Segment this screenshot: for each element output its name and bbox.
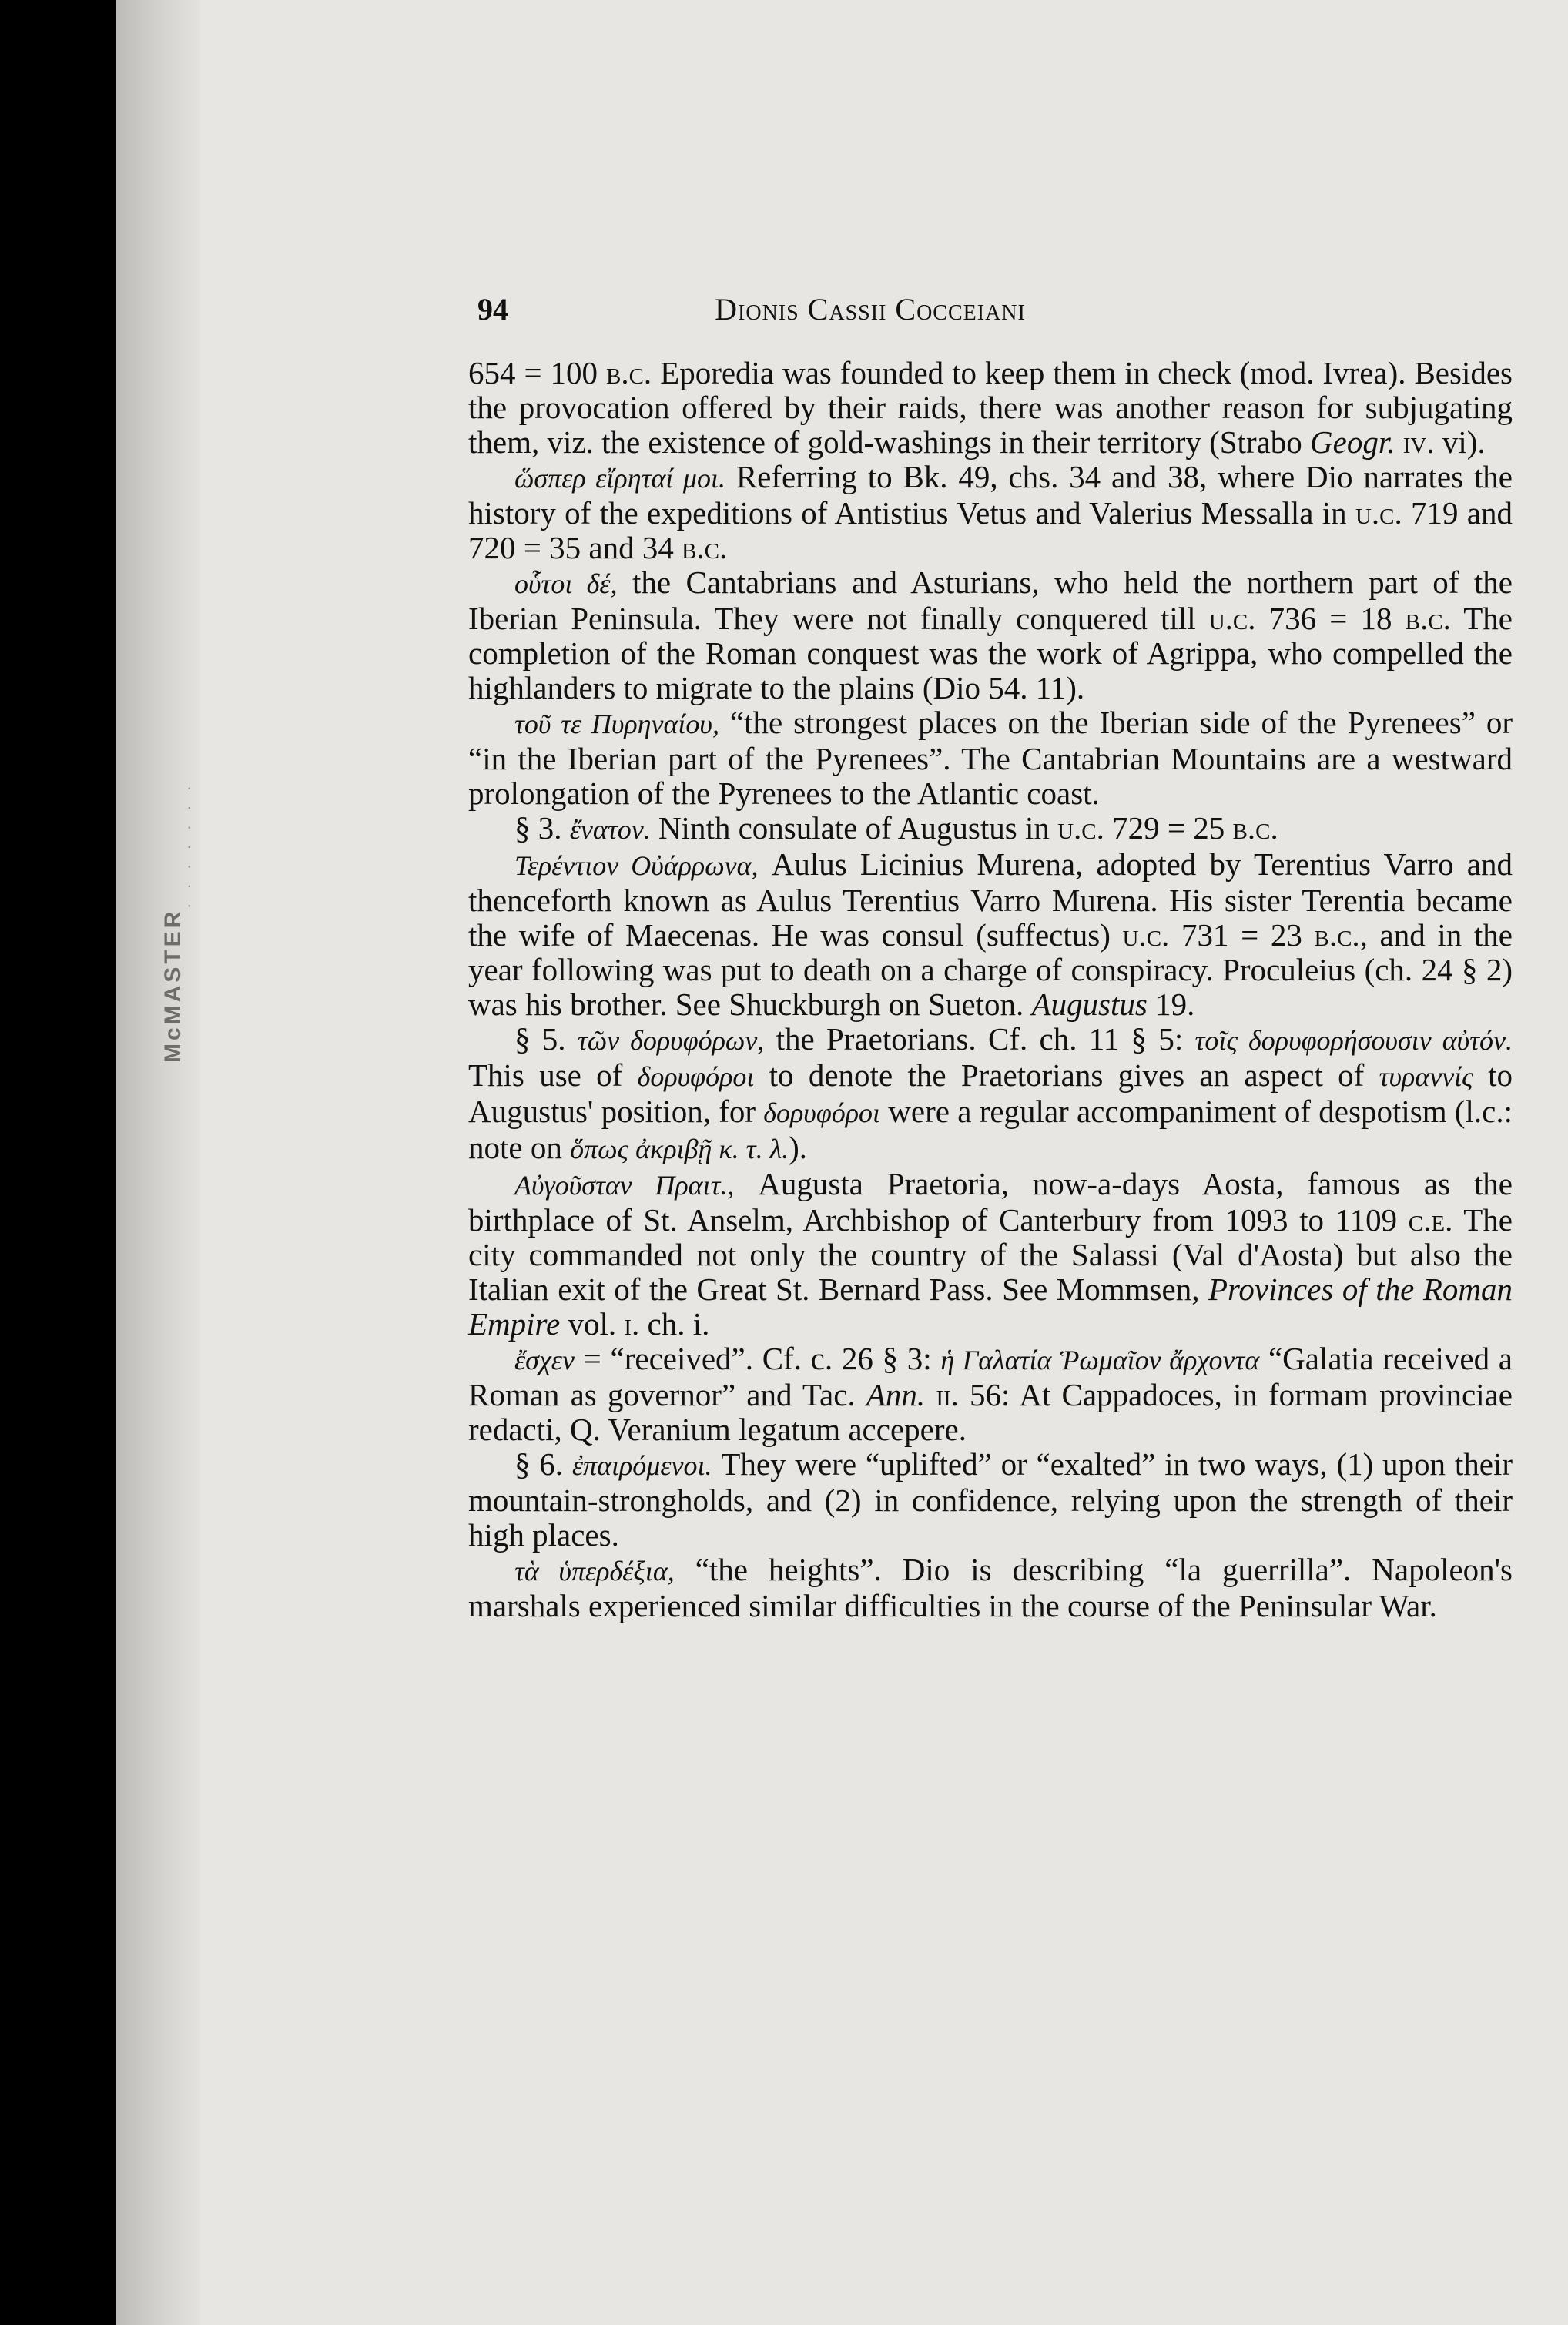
greek-lemma: τὰ ὑπερδέξια,	[514, 1556, 675, 1586]
greek-lemma: ὥσπερ εἴρηταί μοι.	[514, 463, 725, 494]
library-stamp: McMASTER	[160, 908, 186, 1063]
paragraph-6: Τερέντιον Οὐάρρωνα, Aulus Licinius Murena, adopted by Terentius Varro and thenceforth known as Aulus Terentius Varro Murena. His sister Terentia became the wife of Maecenas. He was consul (suffectus) u.c. 731 = 23 b.c., and in the year following was put to death on a charge of conspiracy. Proculeius (ch. 24 § 2) was his brother. See Shuckburgh on Sueton. Augustus 19.	[468, 846, 1513, 1022]
paragraph-9: ἔσχεν = “received”. Cf. c. 26 § 3: ἡ Γαλατία Ῥωμαῖον ἄρχοντα “Galatia received a Roman as governor” and Tac. Ann. ii. 56: At Cappadoces, in formam provinciae redacti, Q. Veranium legatum accepere.	[468, 1341, 1513, 1447]
paragraph-4: τοῦ τε Πυρηναίου, “the strongest places on the Iberian side of the Pyrenees” or “in the Iberian part of the Pyrenees”. The Cantabrian Mountains are a westward prolongation of the Pyrenees to the Atlantic coast.	[468, 705, 1513, 811]
spine-dots: · · · · · · ·	[179, 781, 198, 909]
page-number: 94	[477, 292, 508, 327]
paragraph-3: οὗτοι δέ, the Cantabrians and Asturians, who held the northern part of the Iberian Peninsula. They were not finally conquered till u.c. 736 = 18 b.c. The completion of the Roman conquest was the work of Agrippa, who compelled the highlanders to migrate to the plains (Dio 54. 11).	[468, 564, 1513, 705]
greek-lemma: ἔνατον.	[569, 814, 651, 845]
commentary-text	[468, 356, 1513, 1623]
paragraph-11: τὰ ὑπερδέξια, “the heights”. Dio is describing “la guerrilla”. Napoleon's marshals experienced similar difficulties in the course of the Peninsular War.	[468, 1552, 1513, 1623]
paragraph-5: § 3. ἔνατον. Ninth consulate of Augustus in u.c. 729 = 25 b.c.	[514, 810, 1278, 846]
paragraph-1: 654 = 100 b.c. Eporedia was founded to keep them in check (mod. Ivrea). Besides the provocation offered by their raids, there was another reason for subjugating them, viz. the existence of gold-washings in their territory (Strabo Geogr. iv. vi).	[468, 355, 1513, 460]
binding-strip	[116, 0, 200, 2325]
paragraph-10: § 6. ἐπαιρόμενοι. They were “uplifted” or “exalted” in two ways, (1) upon their mountain-strongholds, and (2) in confidence, relying upon the strength of their high places.	[468, 1446, 1513, 1553]
running-title: Dionis Cassii Cocceiani	[715, 292, 1026, 327]
greek-lemma: ἔσχεν	[514, 1345, 575, 1375]
page-header	[477, 291, 1217, 337]
greek-lemma: ἐπαιρόμενοι.	[571, 1450, 712, 1481]
paragraph-2: ὥσπερ εἴρηταί μοι. Referring to Bk. 49, chs. 34 and 38, where Dio narrates the history of the expeditions of Antistius Vetus and Valerius Messalla in u.c. 719 and 720 = 35 and 34 b.c.	[468, 459, 1513, 565]
greek-lemma: τῶν δορυφόρων,	[577, 1025, 765, 1056]
greek-lemma: οὗτοι δέ,	[514, 568, 618, 599]
paragraph-8: Αὐγοῦσταν Πραιτ., Augusta Praetoria, now-a-days Aosta, famous as the birthplace of St. Anselm, Archbishop of Canterbury from 1093 to 1109 c.e. The city commanded not only the country of the Salassi (Val d'Aosta) but also the Italian exit of the Great St. Bernard Pass. See Mommsen, Provinces of the Roman Empire vol. i. ch. i.	[468, 1166, 1513, 1342]
greek-lemma: τοῦ τε Πυρηναίου,	[514, 709, 719, 739]
greek-lemma: Τερέντιον Οὐάρρωνα,	[514, 850, 759, 881]
greek-lemma: Αὐγοῦσταν Πραιτ.,	[514, 1170, 735, 1201]
paragraph-7: § 5. τῶν δορυφόρων, the Praetorians. Cf. ch. 11 § 5: τοῖς δορυφορήσουσιν αὐτόν. This use of δορυφόροι to denote the Praetorians gives an aspect of τυραννίς to Augustus' position, for δορυφόροι were a regular accompaniment of despotism (l.c.: note on ὅπως ἀκριβῇ κ. τ. λ.).	[468, 1021, 1513, 1165]
